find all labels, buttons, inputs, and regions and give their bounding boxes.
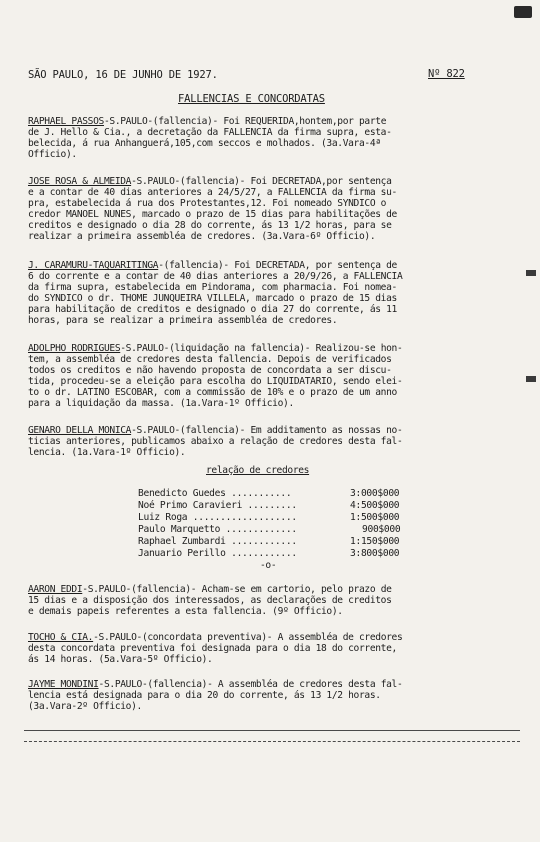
entry-adolpho-line-1: ADOLPHO RODRIGUES-S.PAULO-(liquidação na fallencia)- Realizou-se hon- (28, 343, 403, 354)
creditor-name: Noé Primo Caravieri ......... (138, 500, 297, 511)
edge-ink-mark (526, 270, 536, 276)
section-title: FALLENCIAS E CONCORDATAS (178, 93, 325, 105)
creditor-value: 3:800$000 (350, 548, 400, 559)
entry-genaro-line-1: GENARO DELLA MONICA-S.PAULO-(fallencia)- Em additamento as nossas no- (28, 425, 403, 436)
entry-raphael-line-3: belecida, á rua Anhanguerá,105,com seccos e molhados. (3a.Vara-4ª (28, 138, 381, 149)
entry-caramuru-line-1: J. CARAMURU-TAQUARITINGA-(fallencia)- Foi DECRETADA, por sentença de (28, 260, 397, 271)
entry-aaron-line-1: AARON EDDI-S.PAULO-(fallencia)- Acham-se em cartorio, pelo prazo de (28, 584, 392, 595)
entry-jose-rosa-line-4: credor MANOEL NUNES, marcado o prazo de 15 dias para habilitações de (28, 209, 397, 220)
entry-raphael-line-4: Officio). (28, 149, 77, 160)
entry-raphael-name: RAPHAEL PASSOS (28, 116, 104, 127)
creditor-name: Luiz Roga ................... (138, 512, 297, 523)
entry-tocho-line-2: desta concordata preventiva foi designada para o dia 18 do corrente, (28, 643, 397, 654)
entry-adolpho-line-2: tem, a assembléa de credores desta fallencia. Depois de verificados (28, 354, 392, 365)
creditor-name: Januario Perillo ............ (138, 548, 297, 559)
entry-tocho-line-3: ás 14 horas. (5a.Vara-5º Officio). (28, 654, 213, 665)
entry-genaro-line-2: ticias anteriores, publicamos abaixo a relação de credores desta fal- (28, 436, 403, 447)
entry-jayme-line-2: lencia está designada para o dia 20 do corrente, ás 13 1/2 horas. (28, 690, 381, 701)
entry-aaron-line-3: e demais papeis referentes a esta fallencia. (9º Officio). (28, 606, 343, 617)
entry-jose-rosa-line-1: JOSE ROSA & ALMEIDA-S.PAULO-(fallencia)- Foi DECRETADA,por sentença (28, 176, 392, 187)
creditor-value: 4:500$000 (350, 500, 400, 511)
entry-adolpho-line-6: para a liquidação da massa. (1a.Vara-1º Officio). (28, 398, 294, 409)
entry-jose-rosa-line-2: e a contar de 40 dias anteriores a 24/5/27, a FALLENCIA da firma su- (28, 187, 397, 198)
creditor-value: 1:150$000 (350, 536, 400, 547)
creditors-title: relação de credores (206, 465, 310, 476)
entry-caramuru-line-2: 6 do corrente e a contar de 40 dias anteriores a 20/9/26, a FALLENCIA (28, 271, 403, 282)
entry-jayme-line-1: JAYME MONDINI-S.PAULO-(fallencia)- A assembléa de credores desta fal- (28, 679, 403, 690)
entry-adolpho-name: ADOLPHO RODRIGUES (28, 343, 121, 354)
entry-jose-rosa-line-5: creditos e designado o dia 28 do corrente, ás 13 1/2 horas, para se (28, 220, 392, 231)
entry-caramuru-name: J. CARAMURU-TAQUARITINGA (28, 260, 159, 271)
creditor-value: 3:000$000 (350, 488, 400, 499)
entry-caramuru-line-3: da firma supra, estabelecida em Pindorama, com pharmacia. Foi nomea- (28, 282, 397, 293)
entry-jose-rosa-line-3: pra, estabelecida á rua dos Protestantes,12. Foi nomeado SYNDICO o (28, 198, 387, 209)
entry-tocho-name: TOCHO & CIA. (28, 632, 94, 643)
entry-genaro-line-3: lencia. (1a.Vara-1º Officio). (28, 447, 186, 458)
document-number: Nº 822 (428, 68, 465, 80)
entry-genaro-name: GENARO DELLA MONICA (28, 425, 132, 436)
entry-caramuru-line-4: do SYNDICO o dr. THOME JUNQUEIRA VILLELA, marcado o prazo de 15 dias (28, 293, 397, 304)
entry-raphael-line-1: RAPHAEL PASSOS-S.PAULO-(fallencia)- Foi REQUERIDA,hontem,por parte (28, 116, 387, 127)
entry-raphael-line-2: de J. Hello & Cia., a decretação da FALLENCIA da firma supra, esta- (28, 127, 392, 138)
creditor-name: Paulo Marquetto ............. (138, 524, 297, 535)
creditor-value: 1:500$000 (350, 512, 400, 523)
entry-tocho-line-1: TOCHO & CIA.-S.PAULO-(concordata preventiva)- A assembléa de credores (28, 632, 403, 643)
creditor-name: Raphael Zumbardi ............ (138, 536, 297, 547)
entry-adolpho-line-5: to o dr. LATINO ESCOBAR, com a commissão de 10% e o prazo de um anno (28, 387, 397, 398)
entry-aaron-name: AARON EDDI (28, 584, 83, 595)
entry-caramuru-line-5: para habilitação de creditos e designado o dia 27 do corrente, ás 11 (28, 304, 397, 315)
document-date: SÃO PAULO, 16 DE JUNHO DE 1927. (28, 69, 218, 81)
entry-jose-rosa-line-6: realizar a primeira assembléa de credores. (3a.Vara-6º Officio). (28, 231, 376, 242)
entry-adolpho-line-3: todos os creditos e não havendo proposta de concordata a ser discu- (28, 365, 392, 376)
entry-jayme-line-3: (3a.Vara-2º Officio). (28, 701, 142, 712)
entry-adolpho-line-4: tida, procedeu-se a eleição para escolha do LIQUIDATARIO, sendo elei- (28, 376, 403, 387)
creditors-separator: -o- (260, 560, 277, 571)
closing-rule-dashed (24, 741, 520, 742)
edge-ink-mark (526, 376, 536, 382)
entry-jose-rosa-name: JOSE ROSA & ALMEIDA (28, 176, 132, 187)
entry-aaron-line-2: 15 dias e a disposição dos interessados, as declarações de creditos (28, 595, 392, 606)
entry-caramuru-line-6: horas, para se realizar a primeira assembléa de credores. (28, 315, 338, 326)
closing-rule (24, 730, 520, 731)
entry-jayme-name: JAYME MONDINI (28, 679, 99, 690)
creditor-name: Benedicto Guedes ........... (138, 488, 292, 499)
creditor-value: 900$000 (362, 524, 401, 535)
corner-ink-mark (514, 6, 532, 18)
